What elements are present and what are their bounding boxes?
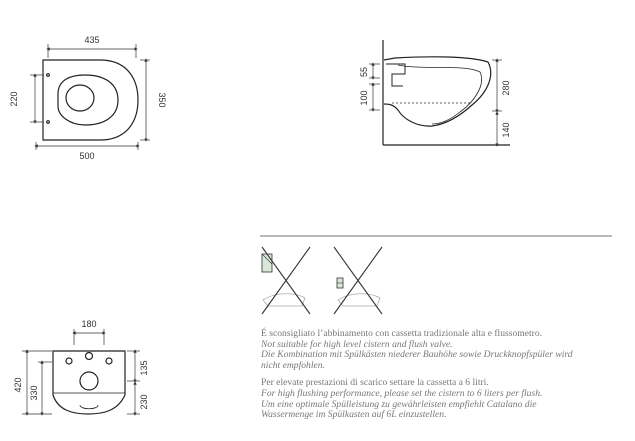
installation-notes xyxy=(261,329,631,421)
front-total-label: 420 xyxy=(13,377,23,393)
note-1-de-cont: nicht empfohlen. xyxy=(261,359,325,371)
front-view-dimensions xyxy=(22,329,140,414)
front-view xyxy=(53,351,125,414)
note-2-it: Per elevate prestazioni di scarico settare la cassetta a 6 litri. xyxy=(261,377,489,389)
side-upper-label: 55 xyxy=(359,66,369,78)
top-height-right-label: 350 xyxy=(157,92,167,108)
note-2-en: For high flushing performance, please set the cistern to 6 liters per flush. xyxy=(261,387,543,399)
top-width-label: 435 xyxy=(84,35,100,45)
note-1-it: É sconsigliato l’abbinamento con cassetta tradizionale alta e flussometro. xyxy=(261,328,543,339)
top-view-fix-hole-2 xyxy=(47,121,50,124)
top-view xyxy=(43,60,138,140)
side-bottom-label: 140 xyxy=(501,122,511,138)
note-2-de: Um eine optimale Spülleistung zu gewährleisten empfiehlt Catalano die xyxy=(261,398,537,410)
front-view-drain xyxy=(80,405,98,409)
note-1-de: Die Kombination mit Spülkästen niederer Bauhöhe sowie Druckknopfspüler wird xyxy=(261,349,573,361)
front-view-hole-right xyxy=(106,358,112,364)
side-view-dimensions xyxy=(369,60,502,145)
flush-valve-crossed-icon xyxy=(334,247,382,314)
top-view-fix-hole-1 xyxy=(47,74,50,77)
side-lower-label: 100 xyxy=(359,90,369,106)
note-1-en: Not suitable for high level cistern and flush valve. xyxy=(261,338,453,350)
front-width-label: 180 xyxy=(81,319,97,329)
front-view-hole-left xyxy=(66,358,72,364)
top-length-label: 500 xyxy=(79,151,95,161)
front-left-label: 330 xyxy=(29,385,39,401)
front-lower-label: 230 xyxy=(139,394,149,410)
note-2-de-cont: Wassermenge im Spülkasten auf 6L einzustellen. xyxy=(261,409,447,421)
side-view-inlet xyxy=(386,64,405,86)
high-cistern-crossed-icon xyxy=(262,247,310,314)
front-view-hole-top xyxy=(86,353,93,360)
top-view-drain xyxy=(66,85,94,111)
front-upper-label: 135 xyxy=(139,360,149,376)
top-view-inner-bowl xyxy=(58,75,118,125)
side-total-label: 280 xyxy=(501,80,511,96)
front-view-outline xyxy=(53,351,125,414)
top-view-outline xyxy=(43,60,138,140)
side-view xyxy=(383,40,510,145)
side-view-bowl-inner xyxy=(398,65,482,124)
top-height-left-label: 220 xyxy=(9,91,19,107)
front-view-inlet xyxy=(80,372,98,390)
